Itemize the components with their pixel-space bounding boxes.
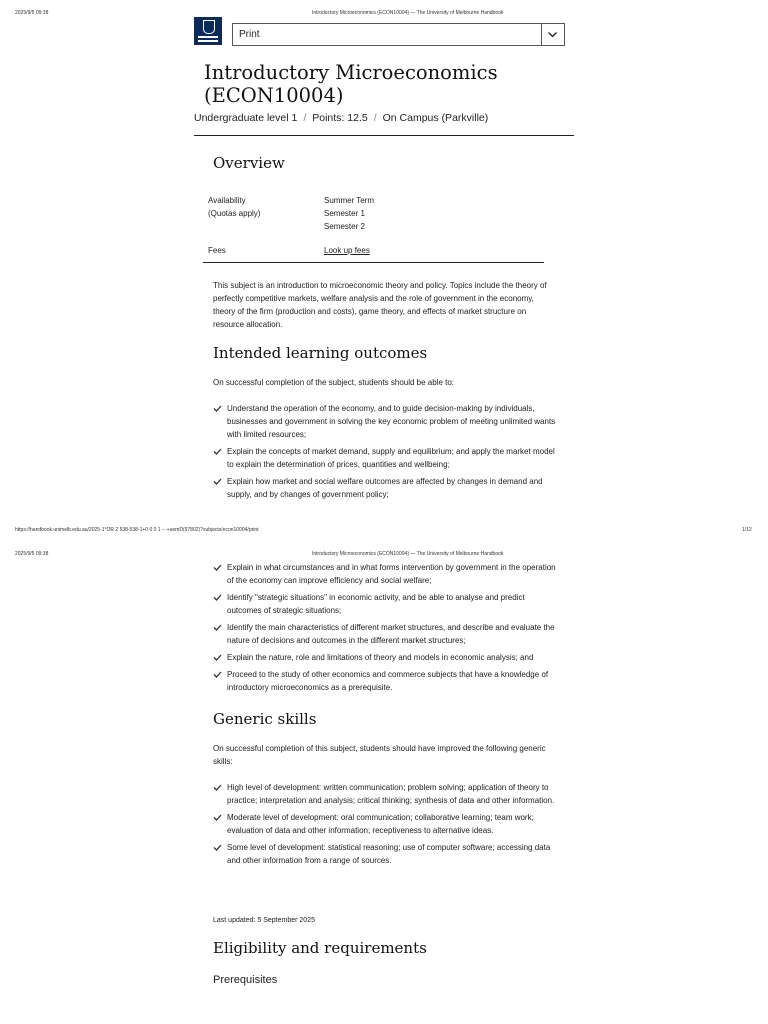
subject-meta: Undergraduate level 1 / Points: 12.5 / On Campus (Parkville) bbox=[194, 112, 489, 124]
list-item: Explain how market and social welfare outcomes are affected by changes in demand and supply, and by changes of government policy; bbox=[213, 475, 558, 501]
list-item: Explain in what circumstances and in what forms intervention by government in the operation of the economy can improve efficiency and social welfare; bbox=[213, 561, 558, 587]
page-title: Introductory Microeconomics (ECON10004) bbox=[204, 61, 498, 107]
title-divider bbox=[194, 135, 574, 136]
look-up-fees-link[interactable]: Look up fees bbox=[324, 246, 370, 255]
list-item: Moderate level of development: oral communication; collaborative learning; team work; evaluation of data and other information; receptiveness to alternative ideas. bbox=[213, 811, 558, 837]
availability-value: Summer Term bbox=[324, 196, 375, 205]
list-item: Explain the concepts of market demand, supply and equilibrium; and apply the market model to explain the determination of prices, quantities and wellbeing; bbox=[213, 445, 558, 471]
check-icon bbox=[213, 405, 222, 412]
chevron-down-icon[interactable] bbox=[541, 24, 564, 45]
learning-outcomes-list-page1 bbox=[213, 402, 558, 505]
overview-heading: Overview bbox=[213, 154, 285, 172]
check-icon bbox=[213, 654, 222, 661]
check-icon bbox=[213, 448, 222, 455]
availability-values bbox=[324, 194, 374, 233]
check-icon bbox=[213, 844, 222, 851]
print-date: 2025/9/5 09:38 bbox=[15, 551, 49, 557]
list-item: Understand the operation of the economy, and to guide decision-making by individuals, businesses and government in solving the key economic problem of meeting unlimited wants with limited resources; bbox=[213, 402, 558, 441]
view-mode-value: Print bbox=[239, 29, 260, 40]
print-date: 2025/9/5 09:38 bbox=[15, 10, 49, 16]
list-item: High level of development: written communication; problem solving; application of theory to practice; interpretation and analysis; critical thinking; synthesis of data and other information. bbox=[213, 781, 558, 807]
availability-label bbox=[208, 194, 260, 220]
availability-value: Semester 2 bbox=[324, 222, 365, 231]
university-logo-icon[interactable] bbox=[194, 17, 222, 45]
subject-level: Undergraduate level 1 bbox=[194, 112, 298, 124]
last-updated: Last updated: 5 September 2025 bbox=[213, 917, 315, 924]
check-icon bbox=[213, 814, 222, 821]
print-doc-title: Introductory Microeconomics (ECON10004) — The University of Melbourne Handbook bbox=[312, 10, 504, 16]
fees-label: Fees bbox=[208, 246, 226, 255]
check-icon bbox=[213, 624, 222, 631]
availability-value: Semester 1 bbox=[324, 209, 365, 218]
list-item: Identify the main characteristics of different market structures, and describe and evaluate the nature of decisions and outcomes in the different market structures; bbox=[213, 621, 558, 647]
view-mode-select[interactable] bbox=[232, 23, 565, 46]
generic-skills-intro: On successful completion of this subject, students should have improved the following generic skills: bbox=[213, 744, 546, 766]
print-page-number: 1/12 bbox=[742, 527, 752, 533]
list-item: Identify "strategic situations" in economic activity, and be able to analyse and predict outcomes of strategic situations; bbox=[213, 591, 558, 617]
overview-table-divider bbox=[203, 262, 544, 263]
subject-points: Points: 12.5 bbox=[312, 112, 368, 124]
learning-outcomes-intro: On successful completion of the subject, students should be able to: bbox=[213, 378, 455, 387]
generic-skills-list bbox=[213, 781, 558, 871]
list-item: Proceed to the study of other economics and commerce subjects that have a knowledge of introductory microeconomics as a prerequisite. bbox=[213, 668, 558, 694]
print-doc-title: Introductory Microeconomics (ECON10004) — The University of Melbourne Handbook bbox=[312, 551, 504, 557]
learning-outcomes-list-page2 bbox=[213, 561, 558, 698]
check-icon bbox=[213, 784, 222, 791]
check-icon bbox=[213, 594, 222, 601]
learning-outcomes-heading: Intended learning outcomes bbox=[213, 344, 428, 362]
subject-campus: On Campus (Parkville) bbox=[382, 112, 489, 124]
list-item: Some level of development: statistical reasoning; use of computer software; accessing data and other information from a range of sources. bbox=[213, 841, 558, 867]
check-icon bbox=[213, 564, 222, 571]
prerequisites-heading: Prerequisites bbox=[213, 974, 278, 986]
check-icon bbox=[213, 671, 222, 678]
overview-description: This subject is an introduction to microeconomic theory and policy. Topics include the theory of perfectly competitive markets, welfare analysis and the role of government in the economy, theory of the firm (production and costs), game theory, and effects of market structure on resource allocation. bbox=[213, 281, 547, 329]
check-icon bbox=[213, 478, 222, 485]
eligibility-heading: Eligibility and requirements bbox=[213, 939, 427, 957]
availability-label-text: Availability bbox=[208, 196, 246, 205]
generic-skills-heading: Generic skills bbox=[213, 710, 317, 728]
availability-sub-text: (Quotas apply) bbox=[208, 209, 261, 218]
list-item: Explain the nature, role and limitations of theory and models in economic analysis; and bbox=[213, 651, 558, 664]
print-url: https://handbook.unimelb.edu.au/2025-1°OR 2 538-538-1+0 0 0 1 -- +uemD(97802)?subjects/econ10004/print bbox=[15, 527, 259, 533]
